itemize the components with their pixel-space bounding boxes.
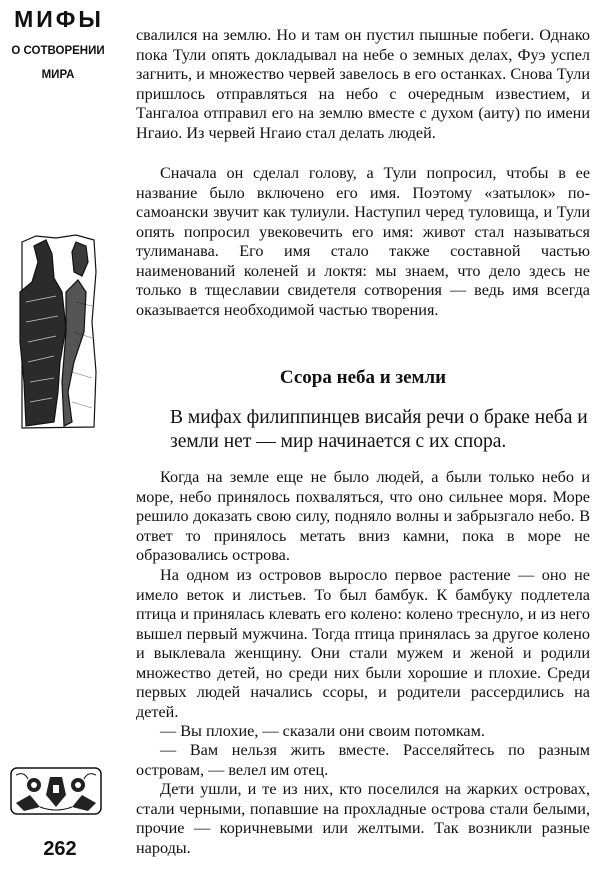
dialogue-line: — Вам нельзя жить вместе. Расселяйтесь по разным островам, — велел им отец. [136,741,590,779]
running-header-subtitle-line2: МИРА [41,69,75,81]
section-heading: Ссора неба и земли [279,367,447,388]
paragraph: Сначала он сделал голову, а Тули попросил, чтобы в ее название было включено его имя. Поэтому «затылок» по-самоански звучит как тулиули. Наступил черед туловища, и Тули опять попросил увековечить его имя: живот стал называться тулиманава. Его имя стало также составной частью наименований коленей и локтя: мы знаем, что дело здесь не только в тщеславии свидетеля сотворения — ведь имя всегда оказывается необходимой частью творения. [136,164,590,319]
running-header-subtitle [4,39,112,87]
statue-illustration [16,232,100,432]
paragraph: свалился на землю. Но и там он пустил пышные побеги. Однако пока Тули опять докладывал на небе о земных делах, Фуэ успел загнить, и множество червей завелось в его останках. Снова Тули пришлось отправляться на небо с очередным известием, и Тангалоа отправил его на землю вместе с духом (аиту) по имени Нгаио. Из червей Нгаио стал делать людей. [136,26,590,142]
page-number: 262 [43,838,77,860]
paragraph: Дети ушли, и те из них, кто поселился на жарких островах, стали черными, попавшие на прохладные острова стали белыми, прочие — коричневыми или желтыми. Так возникли разные народы. [136,780,590,857]
dialogue-line: — Вы плохие, — сказали они своим потомкам. [160,722,485,740]
running-header-subtitle-line1: О СОТВОРЕНИИ [11,45,105,57]
paragraph: На одном из островов выросло первое растение — оно не имело веток и листьев. То был бамбук. К бамбуку подлетела птица и принялась клевать его колено: колено треснуло, и из него вышел первый мужчина. Тогда птица принялась за другое колено и выклевала женщину. Они стали мужем и женой и родили множество детей, но среди них были хорошие и плохие. Среди первых людей начались ссоры, и родители рассердились на детей. [136,566,590,721]
margin-column [0,0,112,872]
running-header-title: МИФЫ [14,6,104,32]
ornament-illustration [10,767,102,815]
section-lead: В мифах филиппинцев висайя речи о браке неба и земли нет — мир начинается с их спора. [170,407,588,452]
paragraph: Когда на земле еще не было людей, а были только небо и море, небо принялось похваляться, что оно сильнее моря. Море решило доказать свою силу, подняло волны и забрызгало небо. В ответ то принялось метать вниз камни, пока в море не образовались острова. [136,468,590,564]
